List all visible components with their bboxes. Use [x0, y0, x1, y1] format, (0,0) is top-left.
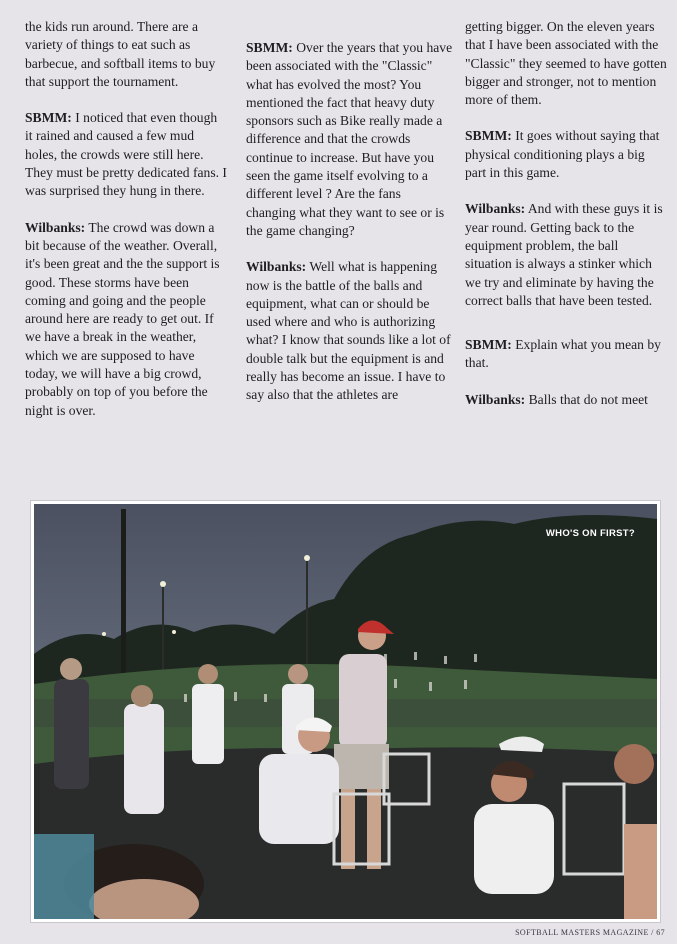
page-footer: SOFTBALL MASTERS MAGAZINE / 67	[515, 928, 665, 937]
paragraph: getting bigger. On the eleven years that I have been associated with the "Classic" they seemed to have gotten bigger and stronger, not to mention more of them.	[465, 19, 667, 108]
photo-illustration	[34, 504, 657, 919]
paragraph: SBMM: Explain what you mean by that.	[465, 337, 661, 371]
photo-caption: WHO'S ON FIRST?	[545, 528, 635, 539]
paragraph: the kids run around. There are a variety of things to eat such as barbecue, and softball items to buy that support the tournament.	[25, 19, 216, 89]
speaker-label: SBMM:	[465, 128, 512, 144]
speaker-label: SBMM:	[246, 40, 293, 55]
speaker-label: Wilbanks:	[246, 259, 307, 275]
speaker-label: Wilbanks:	[25, 219, 86, 235]
paragraph: SBMM: Over the years that you have been associated with the "Classic" what has evolved the most? You mentioned the fact that heavy duty sponsors such as Bike really made a difference and that the crowds continue to increase. But have you seen the game itself evolving to a different level ? Are the fans changing what they want to see or is the game changing?	[246, 40, 453, 238]
speaker-label: SBMM:	[465, 337, 512, 353]
paragraph: Wilbanks: Balls that do not meet	[465, 391, 648, 407]
paragraph: SBMM: I noticed that even though it rained and caused a few mud holes, the crowds were still here. They must be pretty dedicated fans. I was surprised they hung in there.	[25, 110, 227, 199]
speaker-label: Wilbanks:	[465, 391, 526, 407]
speaker-label: Wilbanks:	[465, 201, 526, 217]
article-column-2	[246, 39, 454, 423]
crowd-photo	[31, 501, 660, 922]
speaker-label: SBMM:	[25, 110, 72, 126]
article-column-1	[25, 18, 228, 438]
photo-scene	[34, 504, 657, 919]
paragraph: Wilbanks: The crowd was down a bit because of the weather. Overall, it's been great and the the support is good. These storms have been coming and going and the people around here are ready to get out. If we have a break in the weather, which we are supposed to have today, we will have a big crowd, probably on top of you before the night is over.	[25, 219, 220, 418]
article-column-3	[465, 18, 667, 427]
paragraph: Wilbanks: And with these guys it is year round. Getting back to the equipment problem, the ball situation is always a stinker which we try and eliminate by having the correct balls that have been tested.	[465, 201, 663, 308]
paragraph: SBMM: It goes without saying that physical conditioning plays a big part in this game.	[465, 128, 660, 181]
paragraph: Wilbanks: Well what is happening now is the battle of the balls and equipment, what can or should be used where and who is authorizing what? I know that sounds like a lot of double talk but the equipment is and really has become an issue. I have to say also that the athletes are	[246, 259, 451, 403]
